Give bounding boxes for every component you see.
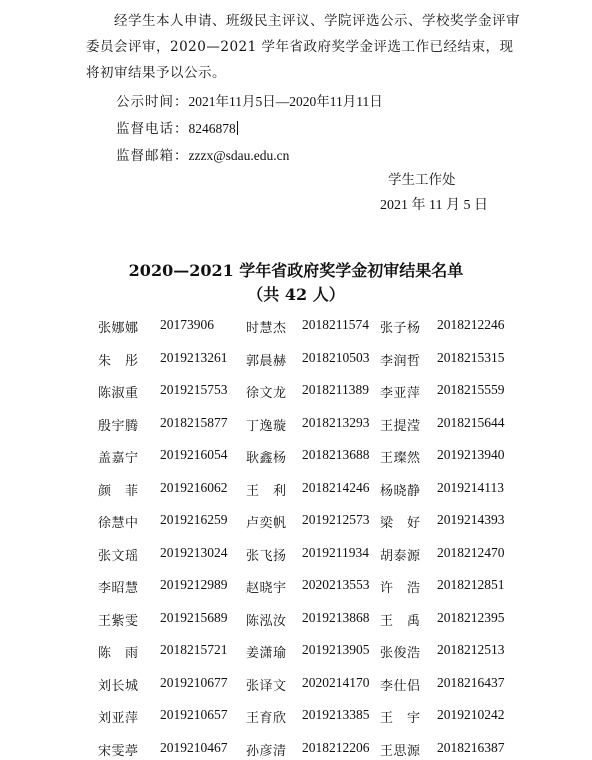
student-name: 李昭慧 [98, 581, 139, 596]
student-id: 2019215753 [160, 382, 228, 397]
student-name: 李亚萍 [380, 386, 421, 401]
student-name: 丁逸璇 [246, 418, 287, 434]
student-id: 2020214170 [302, 674, 370, 690]
student-id: 2018211574 [302, 317, 369, 332]
table-row [0, 740, 592, 760]
notice-paragraph: 经学生本人申请、班级民主评议、学院评选公示、学校奖学金评审委员会评审，2020—2021 学年省政府奖学金评选工作已经结束，现将初审结果予以公示。 [86, 13, 520, 81]
student-id: 2018215877 [160, 414, 228, 430]
issue-date: 2021 年 11 月 5 日 [380, 198, 488, 213]
student-id: 2018215315 [437, 349, 505, 365]
list-subtitle: （共 42 人） [247, 285, 345, 304]
student-name: 张子杨 [380, 321, 421, 336]
student-id: 2019213385 [302, 707, 370, 722]
table-row [0, 642, 592, 662]
student-id: 2019210242 [437, 707, 505, 722]
table-row [0, 545, 592, 565]
student-id: 2019216259 [160, 512, 228, 527]
supervision-phone [116, 117, 238, 137]
text-cursor [237, 121, 238, 135]
table-row [0, 610, 592, 630]
student-name: 姜潇瑜 [246, 646, 287, 661]
publicity-period-value: 2021年11月5日—2020年11月11日 [188, 94, 383, 109]
student-name: 时慧杰 [246, 321, 287, 336]
student-id: 2019214113 [437, 479, 504, 495]
student-id: 2019211934 [302, 544, 369, 560]
list-title: 2020—2021 学年省政府奖学金初审结果名单 [128, 261, 464, 280]
student-name: 郭晨赫 [246, 353, 287, 369]
table-row [0, 350, 592, 370]
student-name: 王璨然 [380, 451, 421, 466]
student-id: 2018212851 [437, 577, 505, 592]
supervision-email-label: 监督邮箱： [116, 148, 189, 164]
publicity-period [116, 90, 383, 110]
student-id: 20173906 [160, 317, 214, 332]
student-name: 赵晓宇 [246, 581, 287, 596]
student-id: 2018212470 [437, 544, 505, 560]
student-name: 徐文龙 [246, 386, 287, 401]
student-name: 王提滢 [380, 418, 421, 434]
student-id: 2020213553 [302, 577, 370, 592]
table-row [0, 317, 592, 337]
student-id: 2018215644 [437, 414, 505, 430]
student-name: 朱 彤 [98, 353, 139, 369]
student-id: 2018214246 [302, 479, 370, 495]
student-id: 2019214393 [437, 512, 505, 527]
student-id: 2018211389 [302, 382, 369, 397]
student-name: 张飞扬 [246, 548, 287, 564]
supervision-email [116, 144, 289, 164]
student-id: 2018215559 [437, 382, 505, 397]
table-row [0, 480, 592, 500]
student-name: 李仕侣 [380, 678, 421, 694]
student-name: 殷宇腾 [98, 418, 139, 434]
student-id: 2019216054 [160, 447, 228, 462]
student-id: 2019215689 [160, 609, 228, 625]
student-name: 卢奕帆 [246, 516, 287, 531]
student-name: 陈泓汝 [246, 613, 287, 629]
student-id: 2019213024 [160, 544, 228, 560]
student-id: 2018216437 [437, 674, 505, 690]
student-id: 2018212395 [437, 609, 505, 625]
table-row [0, 447, 592, 467]
student-name: 张文瑶 [98, 548, 139, 564]
student-name: 李润哲 [380, 353, 421, 369]
table-row [0, 415, 592, 435]
student-name: 陈 雨 [98, 646, 139, 661]
student-name: 张娜娜 [98, 321, 139, 336]
table-row [0, 675, 592, 695]
student-id: 2018213688 [302, 447, 370, 462]
student-name: 王 利 [246, 483, 287, 499]
student-id: 2019213261 [160, 349, 228, 365]
student-id: 2019210467 [160, 739, 228, 755]
student-name: 颜 菲 [98, 483, 139, 499]
supervision-email-value: zzzx@sdau.edu.cn [188, 148, 290, 163]
student-name: 陈淑重 [98, 386, 139, 401]
student-name: 王紫雯 [98, 613, 139, 629]
student-name: 杨晓静 [380, 483, 421, 499]
student-name: 张译文 [246, 678, 287, 694]
student-name: 孙彦清 [246, 743, 287, 759]
student-name: 耿鑫杨 [246, 451, 287, 466]
publicity-period-label: 公示时间： [116, 94, 189, 110]
table-row [0, 707, 592, 727]
student-id: 2019213905 [302, 642, 370, 657]
student-id: 2019213940 [437, 447, 505, 462]
student-id: 2019210657 [160, 707, 228, 722]
student-name: 王 禹 [380, 613, 421, 629]
student-id: 2019213868 [302, 609, 370, 625]
student-name: 刘长城 [98, 678, 139, 694]
student-id: 2018212513 [437, 642, 505, 657]
student-name: 宋雯葶 [98, 743, 139, 759]
student-name: 胡泰源 [380, 548, 421, 564]
student-name: 王育欣 [246, 711, 287, 726]
student-id: 2019210677 [160, 674, 228, 690]
student-name: 盖嘉宁 [98, 451, 139, 466]
student-name: 张俊浩 [380, 646, 421, 661]
table-row [0, 382, 592, 402]
student-id: 2018212206 [302, 739, 370, 755]
student-name: 王思源 [380, 743, 421, 759]
student-id: 2019212989 [160, 577, 228, 592]
table-row [0, 512, 592, 532]
student-name: 许 浩 [380, 581, 421, 596]
student-id: 2018215721 [160, 642, 228, 657]
student-name: 徐慧中 [98, 516, 139, 531]
supervision-phone-label: 监督电话： [116, 121, 189, 137]
student-id: 2018212246 [437, 317, 505, 332]
supervision-phone-value: 8246878 [188, 121, 236, 136]
student-id: 2018210503 [302, 349, 370, 365]
student-id: 2019212573 [302, 512, 370, 527]
student-name: 梁 好 [380, 516, 421, 531]
student-id: 2019216062 [160, 479, 228, 495]
student-name: 王 宇 [380, 711, 421, 726]
table-row [0, 577, 592, 597]
issuer: 学生工作处 [388, 172, 456, 188]
student-id: 2018213293 [302, 414, 370, 430]
student-id: 2018216387 [437, 739, 505, 755]
student-name: 刘亚萍 [98, 711, 139, 726]
